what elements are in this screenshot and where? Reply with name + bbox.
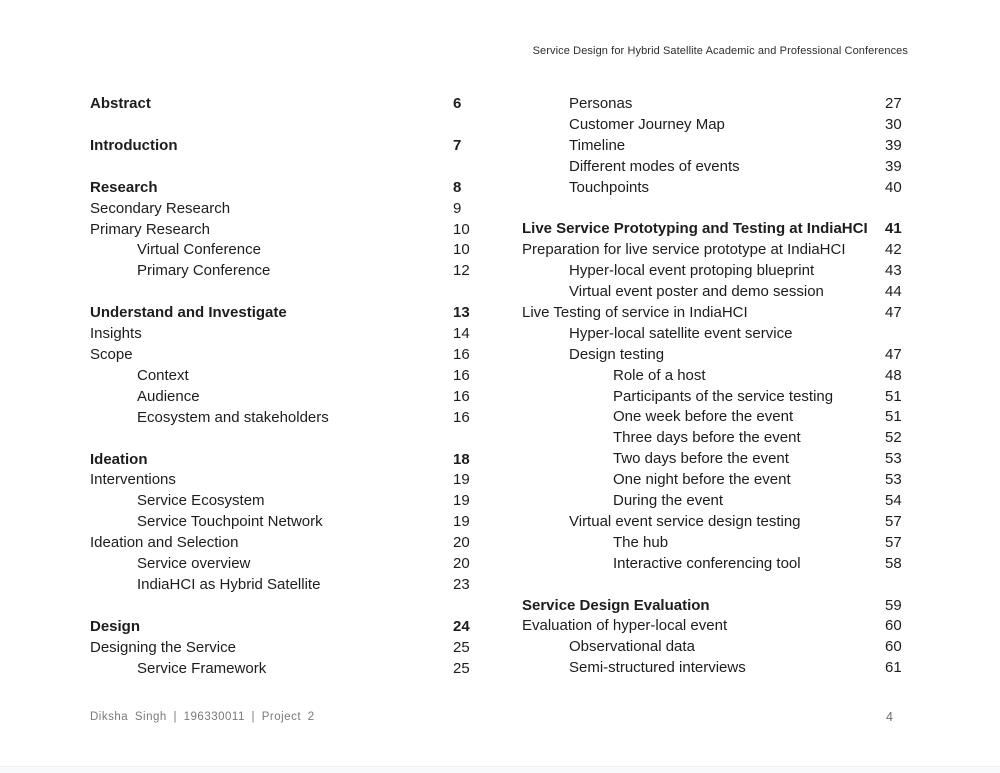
toc-entry	[522, 470, 917, 491]
toc-entry-label: Design	[90, 617, 141, 635]
toc-entry-label: Interactive conferencing tool	[613, 554, 801, 572]
toc-entry-page: 16	[453, 366, 470, 384]
toc-entry-label: Audience	[137, 387, 200, 405]
toc-entry-label: One week before the event	[613, 408, 794, 426]
toc-entry	[90, 199, 485, 220]
toc-entry-label: Observational data	[569, 638, 695, 656]
toc-section	[90, 178, 485, 282]
toc-entry	[522, 240, 917, 261]
toc-entry-page: 10	[453, 220, 470, 238]
toc-section	[522, 94, 917, 198]
toc-left-column	[90, 94, 485, 679]
toc-entry-label: Abstract	[90, 95, 151, 112]
toc-entry-page: 60	[885, 617, 902, 635]
toc-entry-label: Touchpoints	[569, 178, 650, 196]
toc-entry-label: The hub	[613, 533, 669, 551]
toc-entry	[522, 115, 917, 136]
toc-entry-label: Primary Conference	[137, 262, 271, 280]
toc-entry	[90, 220, 485, 241]
toc-entry-page: 12	[453, 262, 470, 280]
toc-entry	[90, 240, 485, 261]
toc-entry	[522, 512, 917, 533]
toc-entry	[522, 261, 917, 282]
footer-author-line: Diksha Singh | 196330011 | Project 2	[90, 711, 315, 723]
toc-entry-page: 43	[885, 262, 902, 280]
toc-entry-page: 7	[453, 136, 462, 154]
toc-entry-label: Live Testing of service in IndiaHCI	[522, 304, 748, 322]
toc-entry-label: Scope	[90, 346, 133, 364]
toc-entry-label: Service Framework	[137, 659, 267, 677]
toc-section	[90, 136, 485, 157]
toc-entry	[522, 178, 917, 199]
toc-entry	[522, 428, 917, 449]
toc-entry-page: 27	[885, 95, 902, 112]
toc-entry-page: 41	[885, 220, 902, 238]
toc-entry-page: 25	[453, 638, 470, 656]
toc-entry-label: Hyper-local event protoping blueprint	[569, 262, 815, 280]
toc-entry-page: 13	[453, 304, 470, 322]
toc-entry-page: 54	[885, 492, 902, 510]
toc-entry-page: 20	[453, 555, 470, 573]
toc-entry	[522, 324, 917, 345]
toc-entry-page: 6	[453, 95, 462, 112]
toc-entry-label: Semi-structured interviews	[569, 659, 746, 677]
toc-entry-page: 44	[885, 283, 902, 301]
toc-entry-label: Service overview	[137, 555, 251, 573]
toc-entry-page: 16	[453, 346, 470, 364]
toc-entry	[90, 345, 485, 366]
toc-entry-page: 48	[885, 366, 902, 384]
toc-entry-label: During the event	[613, 492, 724, 510]
toc-entry	[90, 261, 485, 282]
toc-entry-label: Service Design Evaluation	[522, 596, 710, 614]
toc-entry-label: Three days before the event	[613, 429, 801, 447]
toc-entry	[90, 575, 485, 596]
toc-entry-label: Context	[137, 366, 189, 384]
toc-entry	[522, 282, 917, 303]
toc-entry-label: Ideation and Selection	[90, 534, 239, 552]
toc-entry-label: One night before the event	[613, 471, 791, 489]
toc-entry	[90, 533, 485, 554]
toc-entry-label: IndiaHCI as Hybrid Satellite	[137, 575, 321, 593]
toc-entry-page: 53	[885, 471, 902, 489]
toc-section	[522, 596, 917, 680]
toc-entry-label: Ideation	[90, 450, 148, 468]
toc-section	[522, 219, 917, 574]
toc-entry	[522, 554, 917, 575]
toc-entry-page: 53	[885, 450, 902, 468]
toc-entry	[90, 512, 485, 533]
toc-section	[90, 303, 485, 428]
toc-entry	[522, 407, 917, 428]
toc-entry-page: 20	[453, 534, 470, 552]
toc-entry-label: Two days before the event	[613, 450, 789, 468]
toc-entry	[522, 94, 917, 115]
toc-entry-page: 19	[453, 492, 470, 510]
toc-entry-label: Hyper-local satellite event service	[569, 324, 793, 342]
toc-entry-page: 14	[453, 325, 470, 343]
toc-entry-page: 16	[453, 387, 470, 405]
toc-entry-page: 47	[885, 345, 902, 363]
toc-entry	[522, 637, 917, 658]
toc-entry	[90, 324, 485, 345]
toc-entry	[522, 616, 917, 637]
toc-entry-page: 59	[885, 596, 902, 614]
toc-entry	[90, 408, 485, 429]
toc-entry-label: Secondary Research	[90, 199, 231, 217]
toc-entry-page: 40	[885, 178, 902, 196]
toc-entry-label: Research	[90, 178, 158, 196]
toc-entry	[522, 345, 917, 366]
toc-entry	[90, 366, 485, 387]
toc-entry-page: 19	[453, 513, 470, 531]
toc-entry-label: Virtual event poster and demo session	[569, 283, 824, 301]
toc-entry-label: Participants of the service testing	[613, 387, 834, 405]
toc-entry-page: 8	[453, 178, 462, 196]
toc-entry	[522, 387, 917, 408]
toc-entry	[522, 491, 917, 512]
toc-entry-page: 30	[885, 115, 902, 133]
toc-entry-label: Ecosystem and stakeholders	[137, 408, 329, 426]
toc-entry-label: Insights	[90, 325, 142, 343]
toc-entry-page: 18	[453, 450, 470, 468]
page-bottom-edge	[0, 766, 1000, 773]
toc-entry	[90, 470, 485, 491]
toc-entry-label: Virtual event service design testing	[569, 512, 801, 530]
toc-entry	[90, 178, 485, 199]
toc-section	[90, 450, 485, 596]
toc-entry	[522, 219, 917, 240]
toc-entry-page: 24	[453, 617, 470, 635]
toc-entry-label: Customer Journey Map	[569, 115, 725, 133]
toc-entry-label: Role of a host	[613, 366, 706, 384]
toc-entry-label: Designing the Service	[90, 638, 236, 656]
toc-entry-label: Primary Research	[90, 220, 211, 238]
toc-entry-label: Live Service Prototyping and Testing at IndiaHCI	[522, 220, 868, 238]
toc-entry	[522, 136, 917, 157]
toc-entry	[522, 533, 917, 554]
toc-entry	[522, 303, 917, 324]
toc-entry-page: 61	[885, 659, 902, 677]
toc-entry-page: 23	[453, 575, 470, 593]
toc-entry	[522, 596, 917, 617]
toc-entry	[90, 303, 485, 324]
toc-entry-label: Design testing	[569, 345, 665, 363]
toc-entry	[90, 659, 485, 680]
toc-entry	[522, 157, 917, 178]
toc-entry-page: 57	[885, 512, 902, 530]
toc-entry-page: 9	[453, 199, 462, 217]
toc-entry-page: 51	[885, 408, 902, 426]
toc-entry-label: Interventions	[90, 471, 176, 489]
toc-entry-page: 52	[885, 429, 902, 447]
toc-entry	[90, 554, 485, 575]
toc-entry-label: Service Ecosystem	[137, 492, 265, 510]
toc-entry	[90, 617, 485, 638]
toc-entry	[90, 136, 485, 157]
footer-page-number: 4	[886, 710, 893, 724]
toc-section	[90, 617, 485, 680]
toc-entry	[90, 387, 485, 408]
toc-right-column	[522, 94, 917, 679]
toc-entry-label: Personas	[569, 95, 633, 112]
toc-entry-label: Virtual Conference	[137, 241, 261, 259]
toc-entry-page: 19	[453, 471, 470, 489]
toc-entry-page: 60	[885, 638, 902, 656]
toc-entry-label: Different modes of events	[569, 157, 740, 175]
toc-entry-page: 39	[885, 136, 902, 154]
toc-entry-page: 42	[885, 241, 902, 259]
toc-entry-label: Understand and Investigate	[90, 304, 287, 322]
toc-section	[90, 94, 485, 115]
toc-entry-label: Evaluation of hyper-local event	[522, 617, 728, 635]
toc-entry	[90, 450, 485, 471]
toc-entry	[90, 94, 485, 115]
toc-entry-page: 10	[453, 241, 470, 259]
toc-entry-page: 25	[453, 659, 470, 677]
toc-entry-label: Service Touchpoint Network	[137, 513, 323, 531]
toc-entry-label: Introduction	[90, 136, 178, 154]
toc-entry-page: 39	[885, 157, 902, 175]
toc-entry-page: 16	[453, 408, 470, 426]
toc-entry-page: 58	[885, 554, 902, 572]
running-header-title: Service Design for Hybrid Satellite Academic and Professional Conferences	[532, 45, 908, 57]
toc-entry-page: 57	[885, 533, 902, 551]
toc-entry	[522, 366, 917, 387]
toc-entry	[522, 449, 917, 470]
toc-entry	[90, 638, 485, 659]
toc-entry-page: 47	[885, 304, 902, 322]
toc-entry-label: Timeline	[569, 136, 626, 154]
toc-entry	[90, 491, 485, 512]
toc-entry-page: 51	[885, 387, 902, 405]
toc-entry	[522, 658, 917, 679]
toc-entry-label: Preparation for live service prototype at IndiaHCI	[522, 241, 846, 259]
